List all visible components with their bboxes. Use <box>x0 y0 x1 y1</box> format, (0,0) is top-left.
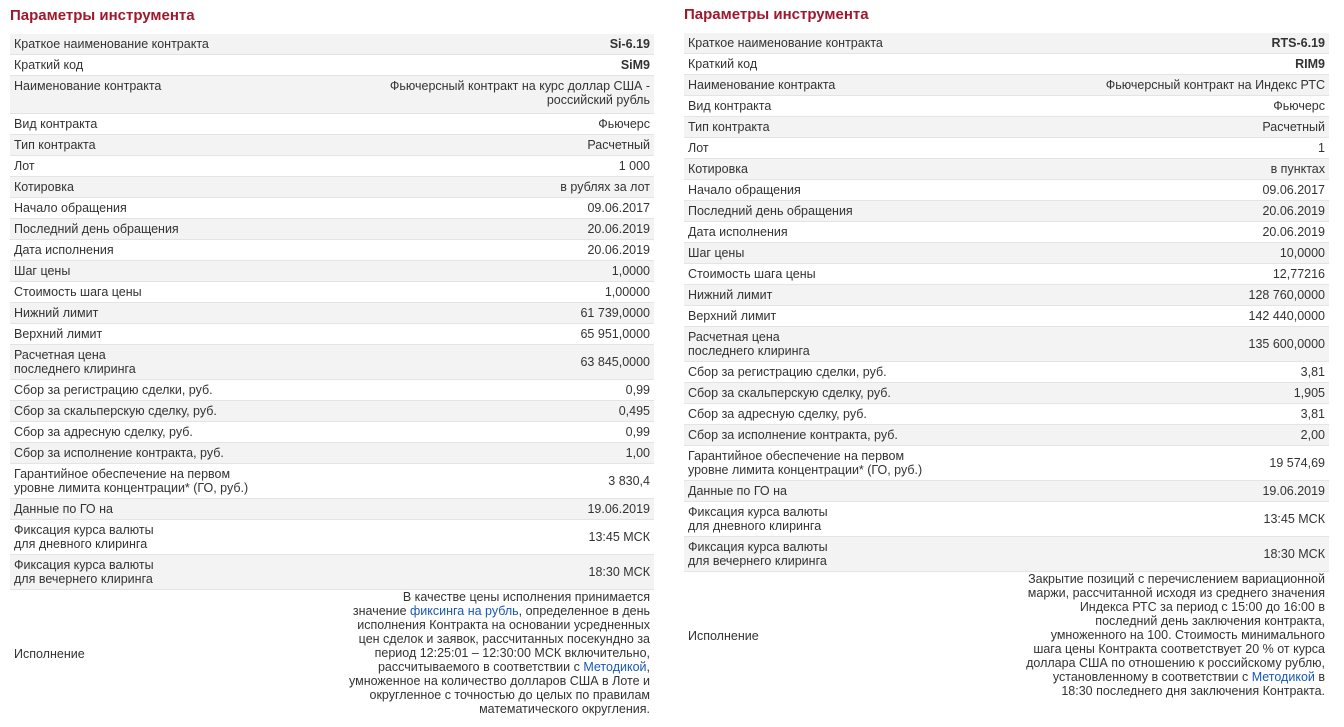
table-row <box>684 96 1329 117</box>
table-row <box>684 201 1329 222</box>
row-value: 0,99 <box>625 383 650 397</box>
exec-text: установленному в соответствии с <box>1052 670 1252 684</box>
row-label: Краткое наименование контракта <box>14 37 209 51</box>
row-value: 1,00 <box>625 446 650 460</box>
row-value: 63 845,0000 <box>580 355 650 369</box>
row-value: 1 <box>1318 141 1325 155</box>
exec-text: рассчитываемого в соответствии с <box>377 660 584 674</box>
row-value: SiM9 <box>620 58 650 72</box>
row-label: Верхний лимит <box>14 327 103 341</box>
table-row <box>684 446 1329 481</box>
row-label: Лот <box>688 141 709 155</box>
table-row <box>10 499 654 520</box>
exec-line: математического округления. <box>479 702 650 716</box>
row-label: Исполнение <box>688 629 759 643</box>
table-row <box>10 177 654 198</box>
exec-line: цен сделок и заявок, рассчитанных посекундно за <box>358 632 650 646</box>
row-value: 13:45 МСК <box>1263 512 1325 526</box>
row-value: 19.06.2019 <box>587 502 650 516</box>
row-label: Данные по ГО на <box>688 484 787 498</box>
row-label <box>684 327 968 362</box>
exec-line: период 12:25:01 – 12:30:00 МСК включительно, <box>374 646 650 660</box>
row-label <box>10 520 293 555</box>
row-value: RTS-6.19 <box>1271 36 1325 50</box>
label-line: Фиксация курса валюты <box>14 523 154 537</box>
label-line: Расчетная цена <box>688 330 780 344</box>
row-label: Тип контракта <box>688 120 770 134</box>
label-line: Фиксация курса валюты <box>688 505 828 519</box>
row-label: Сбор за скальперскую сделку, руб. <box>14 404 217 418</box>
row-label: Котировка <box>688 162 748 176</box>
table-row <box>684 327 1329 362</box>
row-label: Краткий код <box>14 58 84 72</box>
row-value: 3,81 <box>1300 407 1325 421</box>
row-value: 20.06.2019 <box>587 243 650 257</box>
table-row <box>684 383 1329 404</box>
table-row <box>10 345 654 380</box>
row-label: Сбор за исполнение контракта, руб. <box>14 446 224 460</box>
row-label: Исполнение <box>14 647 85 661</box>
table-row <box>684 404 1329 425</box>
label-line: для вечернего клиринга <box>688 554 827 568</box>
table-row <box>10 219 654 240</box>
row-value: 0,99 <box>625 425 650 439</box>
row-label: Дата исполнения <box>688 225 788 239</box>
instrument-params-rts <box>684 0 1329 700</box>
table-row <box>10 76 654 114</box>
row-value: 18:30 МСК <box>1263 547 1325 561</box>
row-label: Начало обращения <box>14 201 127 215</box>
label-line: уровне лимита концентрации* (ГО, руб.) <box>688 463 923 477</box>
table-row <box>10 464 654 499</box>
panel-title: Параметры инструмента <box>684 6 869 23</box>
row-value: 09.06.2017 <box>1262 183 1325 197</box>
exec-line: В качестве цены исполнения принимается <box>402 590 650 604</box>
row-label: Тип контракта <box>14 138 96 152</box>
row-label <box>684 446 968 481</box>
table-row <box>10 198 654 219</box>
row-value: 13:45 МСК <box>588 530 650 544</box>
exec-line: маржи, рассчитанной исходя из среднего значения <box>1027 586 1325 600</box>
table-row <box>684 117 1329 138</box>
exec-line: умноженного на 100. Стоимость минимального <box>1050 628 1325 642</box>
table-row <box>10 303 654 324</box>
label-line: уровне лимита концентрации* (ГО, руб.) <box>14 481 249 495</box>
row-value: Si-6.19 <box>609 37 650 51</box>
exec-line <box>972 670 1325 684</box>
table-row <box>10 443 654 464</box>
label-line: Фиксация курса валюты <box>688 540 828 554</box>
row-label: Вид контракта <box>14 117 98 131</box>
instrument-params-si <box>10 0 654 718</box>
table-row <box>684 425 1329 446</box>
row-label: Дата исполнения <box>14 243 114 257</box>
row-value: 1,00000 <box>604 285 650 299</box>
exec-line: последний день заключения контракта, <box>1095 614 1325 628</box>
label-line: последнего клиринга <box>14 362 136 376</box>
row-label <box>684 502 968 537</box>
table-row <box>684 222 1329 243</box>
table-row <box>684 362 1329 383</box>
label-line: для дневного клиринга <box>688 519 822 533</box>
row-label <box>10 464 293 499</box>
table-row <box>684 54 1329 75</box>
table-row <box>10 282 654 303</box>
row-label: Сбор за регистрацию сделки, руб. <box>688 365 887 379</box>
table-row <box>10 240 654 261</box>
row-value: 12,77216 <box>1272 267 1325 281</box>
label-line: для вечернего клиринга <box>14 572 153 586</box>
row-value <box>293 76 654 114</box>
row-value: 3,81 <box>1300 365 1325 379</box>
params-table <box>684 33 1329 700</box>
row-value: 61 739,0000 <box>580 306 650 320</box>
exec-line: 18:30 последнего дня заключения Контракта. <box>1061 684 1325 698</box>
params-table <box>10 34 654 718</box>
row-label: Нижний лимит <box>14 306 99 320</box>
table-row <box>10 422 654 443</box>
row-value: 142 440,0000 <box>1248 309 1325 323</box>
label-line: последнего клиринга <box>688 344 810 358</box>
panel-title: Параметры инструмента <box>10 7 195 24</box>
label-line: Расчетная цена <box>14 348 106 362</box>
row-value: 2,00 <box>1300 428 1325 442</box>
row-label: Сбор за скальперскую сделку, руб. <box>688 386 891 400</box>
exec-text: , определенное в день <box>518 604 650 618</box>
methodology-link[interactable]: Методикой <box>583 660 647 674</box>
row-value: 20.06.2019 <box>1262 204 1325 218</box>
row-label: Лот <box>14 159 35 173</box>
table-row <box>684 285 1329 306</box>
exec-line: исполнения Контракта на основании усредненных <box>357 618 650 632</box>
exec-line: Закрытие позиций с перечислением вариационной <box>1028 572 1325 586</box>
exec-text: значение <box>352 604 410 618</box>
exec-line <box>297 604 650 618</box>
table-row <box>10 380 654 401</box>
row-label: Нижний лимит <box>688 288 773 302</box>
row-value: 1,0000 <box>611 264 650 278</box>
row-label: Шаг цены <box>14 264 71 278</box>
row-label <box>10 555 293 590</box>
methodology-link[interactable]: Методикой <box>1251 670 1315 684</box>
table-row <box>10 34 654 55</box>
table-row <box>10 520 654 555</box>
row-label: Данные по ГО на <box>14 502 113 516</box>
label-line: Гарантийное обеспечение на первом <box>14 467 231 481</box>
row-value: 1,905 <box>1293 386 1325 400</box>
exec-line: доллара США по отношению к российскому рублю, <box>1026 656 1325 670</box>
row-value: 3 830,4 <box>608 474 650 488</box>
table-row <box>10 114 654 135</box>
row-label: Наименование контракта <box>688 78 836 92</box>
table-row <box>10 55 654 76</box>
table-row <box>684 33 1329 54</box>
row-value: 135 600,0000 <box>1248 337 1325 351</box>
exec-text: , <box>646 660 650 674</box>
table-row <box>684 537 1329 572</box>
table-row <box>684 306 1329 327</box>
row-label: Наименование контракта <box>14 79 162 93</box>
execution-text <box>968 572 1329 701</box>
row-label: Сбор за регистрацию сделки, руб. <box>14 383 213 397</box>
row-value: 65 951,0000 <box>580 327 650 341</box>
execution-text <box>293 590 654 719</box>
row-value: 0,495 <box>618 404 650 418</box>
row-value: 19 574,69 <box>1269 456 1325 470</box>
row-label: Стоимость шага цены <box>14 285 142 299</box>
table-row <box>684 75 1329 96</box>
row-value: Фьючерсный контракт на Индекс РТС <box>1105 78 1325 92</box>
row-label: Краткое наименование контракта <box>688 36 883 50</box>
value-line: российский рубль <box>546 93 650 107</box>
table-row <box>10 401 654 422</box>
row-value: RIM9 <box>1295 57 1325 71</box>
exec-line: округленное с точностью до целых по правилам <box>369 688 650 702</box>
row-value: в пунктах <box>1270 162 1325 176</box>
row-value: Фьючерс <box>1273 99 1325 113</box>
table-row <box>10 156 654 177</box>
row-label: Вид контракта <box>688 99 772 113</box>
row-value: 1 000 <box>618 159 650 173</box>
table-row-execution <box>10 590 654 719</box>
row-value: 09.06.2017 <box>587 201 650 215</box>
row-label: Котировка <box>14 180 74 194</box>
table-row <box>10 324 654 345</box>
table-row <box>10 261 654 282</box>
table-row-execution <box>684 572 1329 701</box>
table-row <box>684 159 1329 180</box>
table-row <box>10 555 654 590</box>
row-value: 10,0000 <box>1279 246 1325 260</box>
value-line: Фьючерсный контракт на курс доллар США - <box>389 79 650 93</box>
row-label: Верхний лимит <box>688 309 777 323</box>
row-label: Краткий код <box>688 57 758 71</box>
exec-line: умноженное на количество долларов США в Лоте и <box>349 674 650 688</box>
row-label: Сбор за исполнение контракта, руб. <box>688 428 898 442</box>
row-label: Шаг цены <box>688 246 745 260</box>
label-line: Гарантийное обеспечение на первом <box>688 449 905 463</box>
label-line: Фиксация курса валюты <box>14 558 154 572</box>
exec-line: шага цены Контракта соответствует 20 % от курса <box>1033 642 1325 656</box>
table-row <box>684 264 1329 285</box>
row-label <box>10 345 293 380</box>
table-row <box>10 135 654 156</box>
table-row <box>684 180 1329 201</box>
row-value: Расчетный <box>587 138 650 152</box>
row-label: Последний день обращения <box>14 222 179 236</box>
label-line: для дневного клиринга <box>14 537 148 551</box>
row-label: Сбор за адресную сделку, руб. <box>688 407 867 421</box>
row-label: Начало обращения <box>688 183 801 197</box>
row-value: 20.06.2019 <box>587 222 650 236</box>
row-value: 128 760,0000 <box>1248 288 1325 302</box>
table-row <box>684 138 1329 159</box>
row-value: 19.06.2019 <box>1262 484 1325 498</box>
row-value: в рублях за лот <box>560 180 650 194</box>
exec-line: Индекса РТС за период с 15:00 до 16:00 в <box>1079 600 1325 614</box>
row-value: 20.06.2019 <box>1262 225 1325 239</box>
exec-text: в <box>1314 670 1325 684</box>
row-value: Расчетный <box>1262 120 1325 134</box>
row-label: Стоимость шага цены <box>688 267 816 281</box>
fixing-link[interactable]: фиксинга на рубль <box>410 604 519 618</box>
row-label: Сбор за адресную сделку, руб. <box>14 425 193 439</box>
table-row <box>684 502 1329 537</box>
row-label: Последний день обращения <box>688 204 853 218</box>
table-row <box>684 481 1329 502</box>
exec-line <box>297 660 650 674</box>
row-value: 18:30 МСК <box>588 565 650 579</box>
row-value: Фьючерс <box>598 117 650 131</box>
row-label <box>684 537 968 572</box>
table-row <box>684 243 1329 264</box>
